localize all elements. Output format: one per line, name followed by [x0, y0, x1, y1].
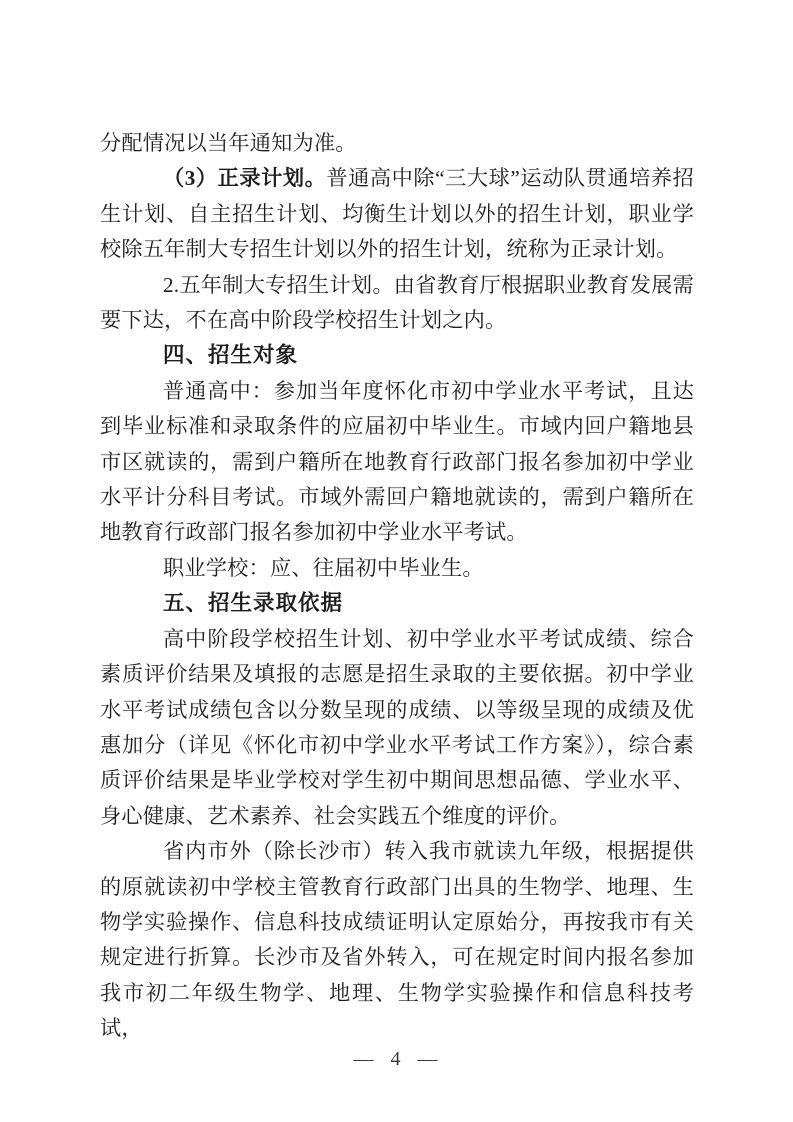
- zhenglu-plan-lead-label: （3）正录计划。: [163, 166, 327, 191]
- paragraph-regular-high-school: 普通高中：参加当年度怀化市初中学业水平考试，且达到毕业标准和录取条件的应届初中毕业生。市域内回户籍地县市区就读的，需到户籍所在地教育行政部门报名参加初中学业水平计分科目考试。市域外需回户籍地就读的，需到户籍所在地教育行政部门报名参加初中学业水平考试。: [100, 378, 694, 545]
- document-body: [100, 126, 694, 1047]
- page-footer: [0, 1048, 793, 1071]
- paragraph-admission-basis: 高中阶段学校招生计划、初中学业水平考试成绩、综合素质评价结果及填报的志愿是招生录取的主要依据。初中学业水平考试成绩包含以分数呈现的成绩、以等级呈现的成绩及优惠加分（详见《怀化市初中学业水平考试工作方案》），综合素质评价结果是毕业学校对学生初中期间思想品德、学业水平、身心健康、艺术素养、社会实践五个维度的评价。: [100, 626, 694, 828]
- paragraph-five-year-college-plan: 2.五年制大专招生计划。由省教育厅根据职业教育发展需要下达，不在高中阶段学校招生计划之内。: [100, 272, 694, 333]
- zhenglu-plan-text: 普通高中除“三大球”运动队贯通培养招生计划、自主招生计划、均衡生计划以外的招生计划，职业学校除五年制大专招生计划以外的招生计划，统称为正录计划。: [100, 166, 694, 262]
- section-heading-admission-basis: 五、招生录取依据: [163, 591, 344, 616]
- paragraph-transfer-students: 省内市外（除长沙市）转入我市就读九年级，根据提供的原就读初中学校主管教育行政部门出具的生物学、地理、生物学实验操作、信息科技成绩证明认定原始分，再按我市有关规定进行折算。长沙市及省外转入，可在规定时间内报名参加我市初二年级生物学、地理、生物学实验操作和信息科技考试，: [100, 839, 694, 1041]
- paragraph-zhenglu-plan: [100, 161, 694, 267]
- section-heading-enrollment-targets: 四、招生对象: [163, 343, 299, 368]
- paragraph-vocational-school: 职业学校：应、往届初中毕业生。: [163, 555, 484, 580]
- page-number: — 4 —: [353, 1048, 440, 1070]
- paragraph-allocation-note: 分配情况以当年通知为准。: [100, 131, 357, 155]
